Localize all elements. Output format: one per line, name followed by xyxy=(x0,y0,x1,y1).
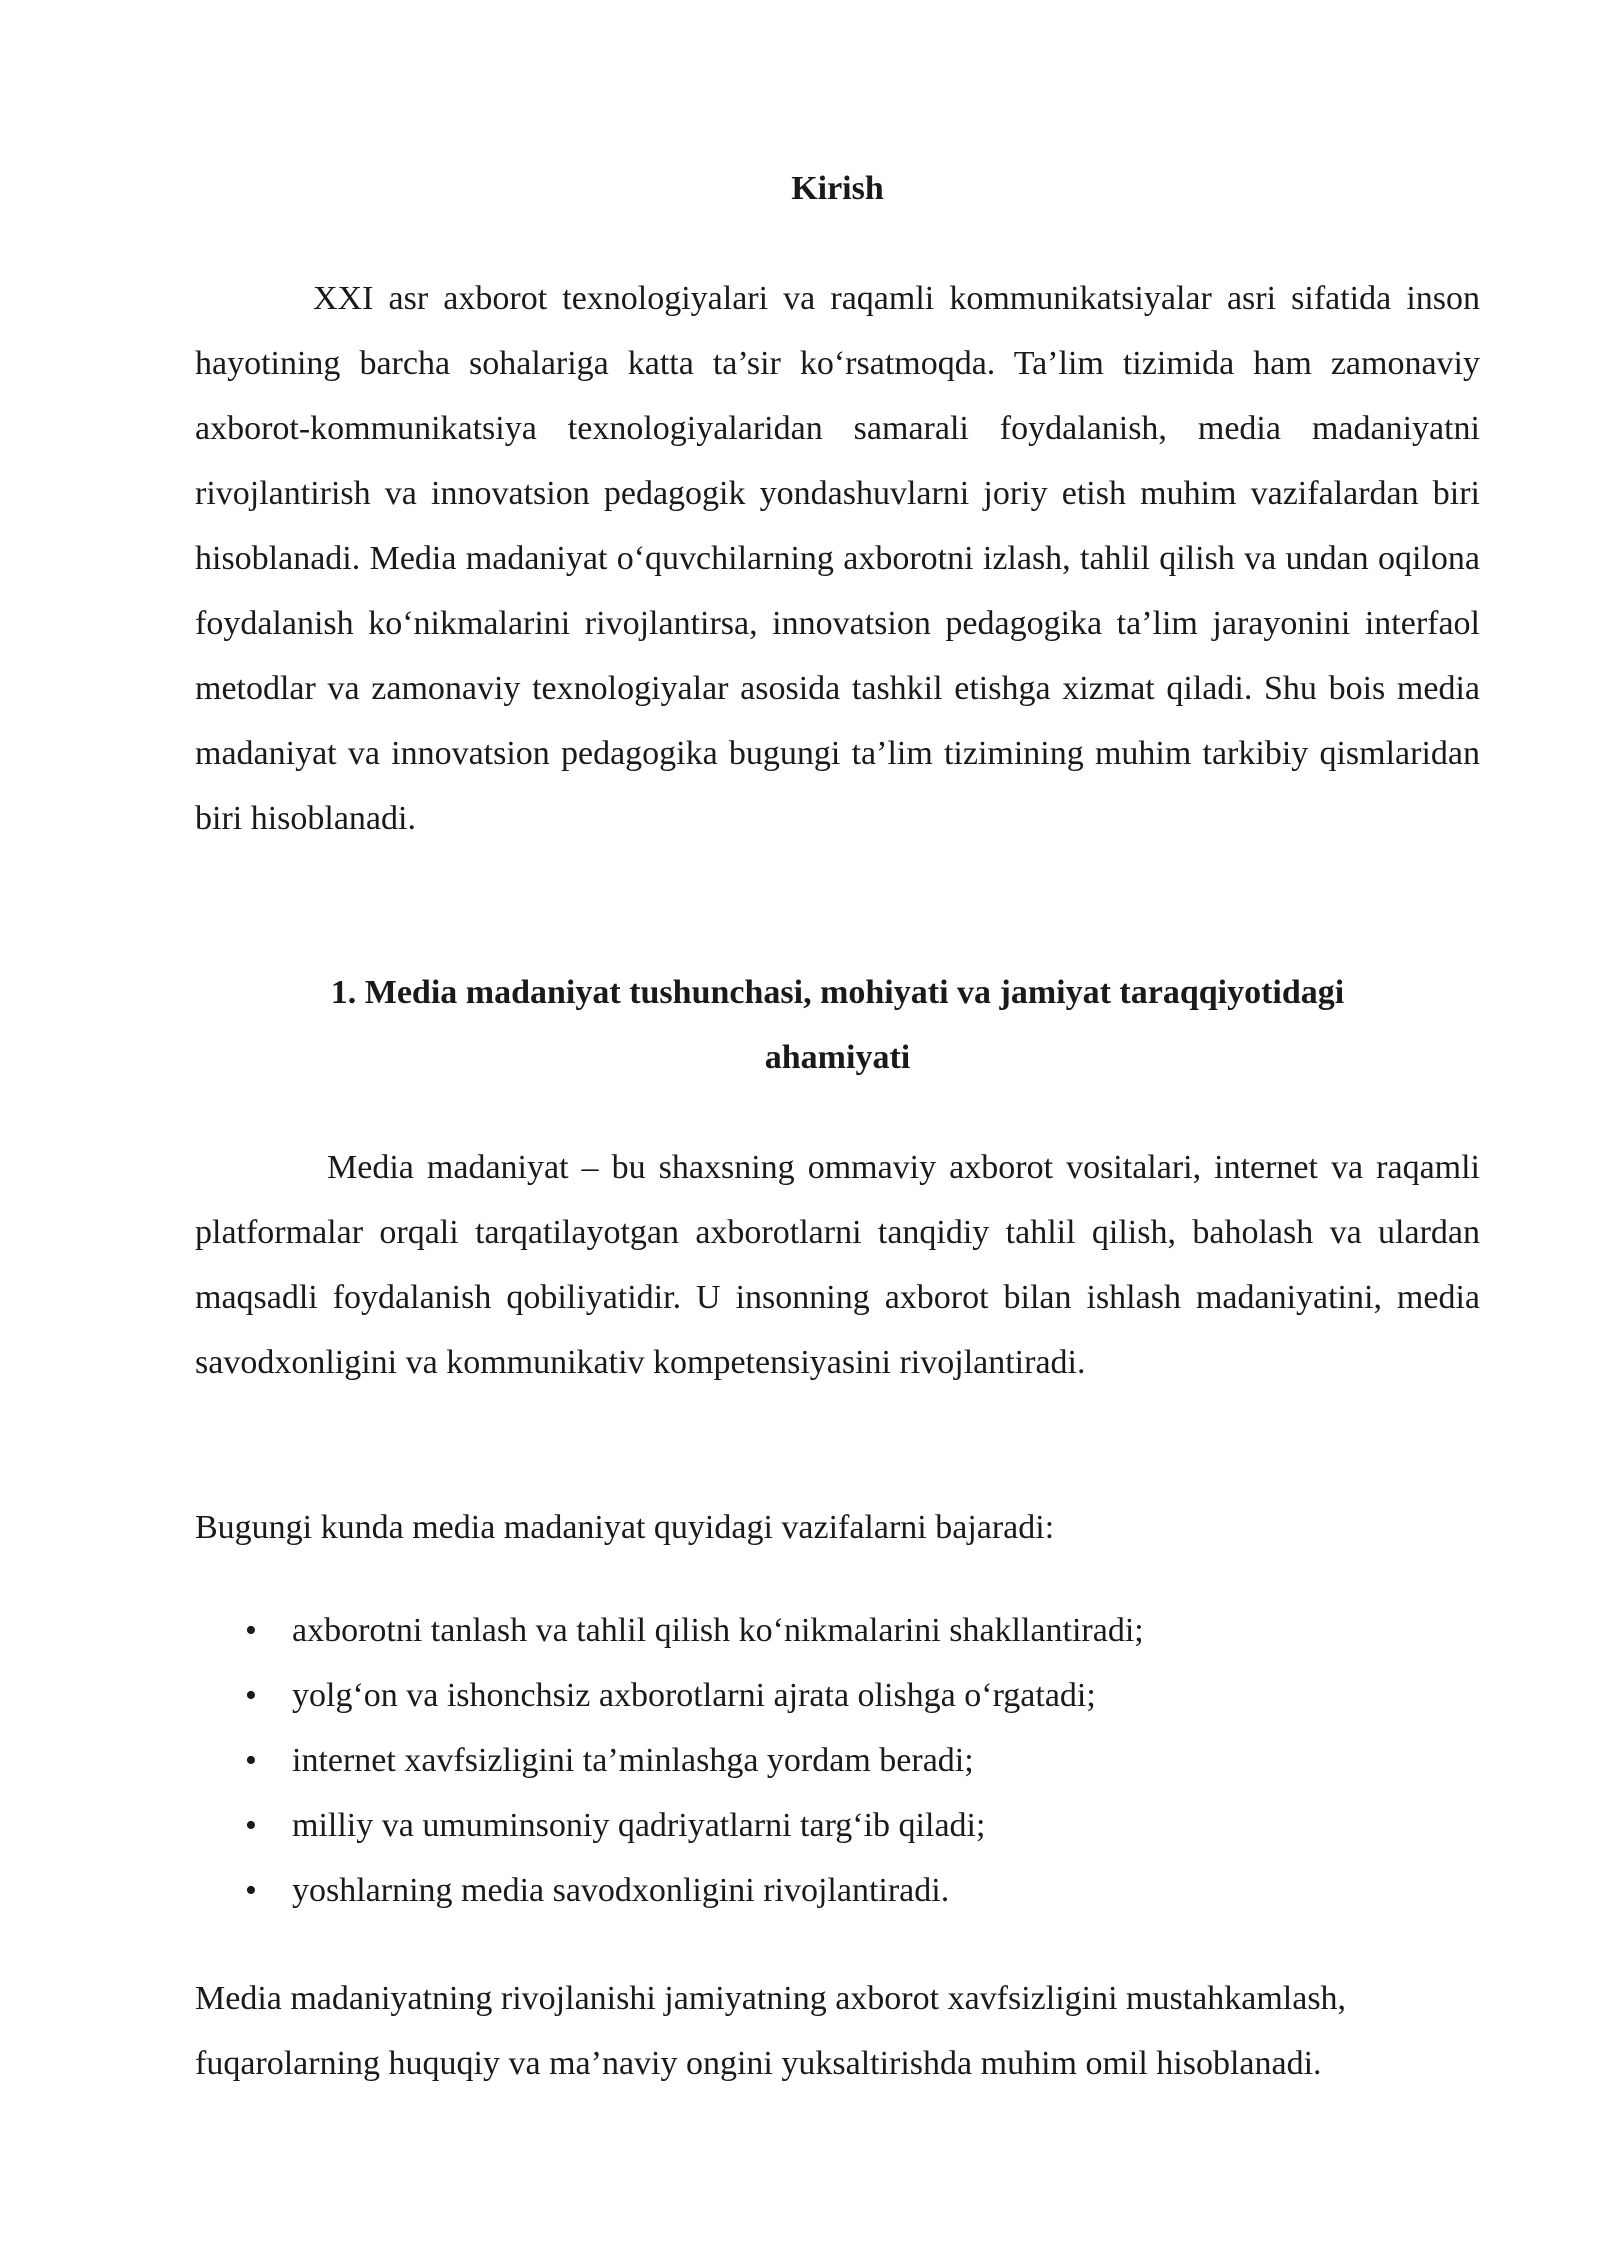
intro-paragraph: XXI asr axborot texnologiyalari va raqamli kommunikatsiyalar asri sifatida inson hayotining barcha sohalariga katta ta’sir ko‘rsatmoqda. Ta’lim tizimida ham zamonaviy axborot-kommunikatsiya texnologiyalaridan samarali foydalanish, media madaniyatni rivojlantirish va innovatsion pedagogik yondashuvlarni joriy etish muhim vazifalardan biri hisoblanadi. Media madaniyat o‘quvchilarning axborotni izlash, tahlil qilish va undan oqilona foydalanish ko‘nikmalarini rivojlantirsa, innovatsion pedagogika ta’lim jarayonini interfaol metodlar va zamonaviy texnologiyalar asosida tashkil etishga xizmat qiladi. Shu bois media madaniyat va innovatsion pedagogika bugungi ta’lim tizimining muhim tarkibiy qismlaridan biri hisoblanadi. xyxy=(195,280,1480,837)
list-item-text: milliy va umuminsoniy qadriyatlarni targ‘ib qiladi; xyxy=(292,1807,986,1844)
task-list xyxy=(195,1598,1480,1923)
list-item xyxy=(195,1793,1480,1858)
closing-paragraph: Media madaniyatning rivojlanishi jamiyatning axborot xavfsizligini mustahkamlash, fuqarolarning huquqiy va ma’naviy ongini yuksaltirishda muhim omil hisoblanadi. xyxy=(195,1980,1347,2082)
section-heading xyxy=(195,960,1480,1090)
section-heading-line1: 1. Media madaniyat tushunchasi, mohiyati va jamiyat taraqqiyotidagi xyxy=(330,974,1345,1011)
list-item xyxy=(195,1858,1480,1923)
bullet-icon: • xyxy=(245,1677,257,1714)
bullet-icon: • xyxy=(245,1742,257,1779)
list-item xyxy=(195,1598,1480,1663)
bullet-icon: • xyxy=(245,1807,257,1844)
list-item-text: yoshlarning media savodxonligini rivojlantiradi. xyxy=(292,1872,950,1909)
list-item-text: internet xavfsizligini ta’minlashga yordam beradi; xyxy=(292,1742,974,1779)
list-item xyxy=(195,1728,1480,1793)
list-item xyxy=(195,1663,1480,1728)
list-intro: Bugungi kunda media madaniyat quyidagi vazifalarni bajaradi: xyxy=(195,1509,1055,1546)
list-item-text: axborotni tanlash va tahlil qilish ko‘nikmalarini shakllantiradi; xyxy=(292,1612,1144,1649)
section-heading-line2: ahamiyati xyxy=(764,1039,911,1076)
bullet-icon: • xyxy=(245,1612,257,1649)
page-title: Kirish xyxy=(791,170,884,207)
definition-paragraph: Media madaniyat – bu shaxsning ommaviy axborot vositalari, internet va raqamli platformalar orqali tarqatilayotgan axborotlarni tanqidiy tahlil qilish, baholash va ulardan maqsadli foydalanish qobiliyatidir. U insonning axborot bilan ishlash madaniyatini, media savodxonligini va kommunikativ kompetensiyasini rivojlantiradi. xyxy=(195,1149,1480,1381)
bullet-icon: • xyxy=(245,1872,257,1909)
list-item-text: yolg‘on va ishonchsiz axborotlarni ajrata olishga o‘rgatadi; xyxy=(292,1677,1096,1714)
